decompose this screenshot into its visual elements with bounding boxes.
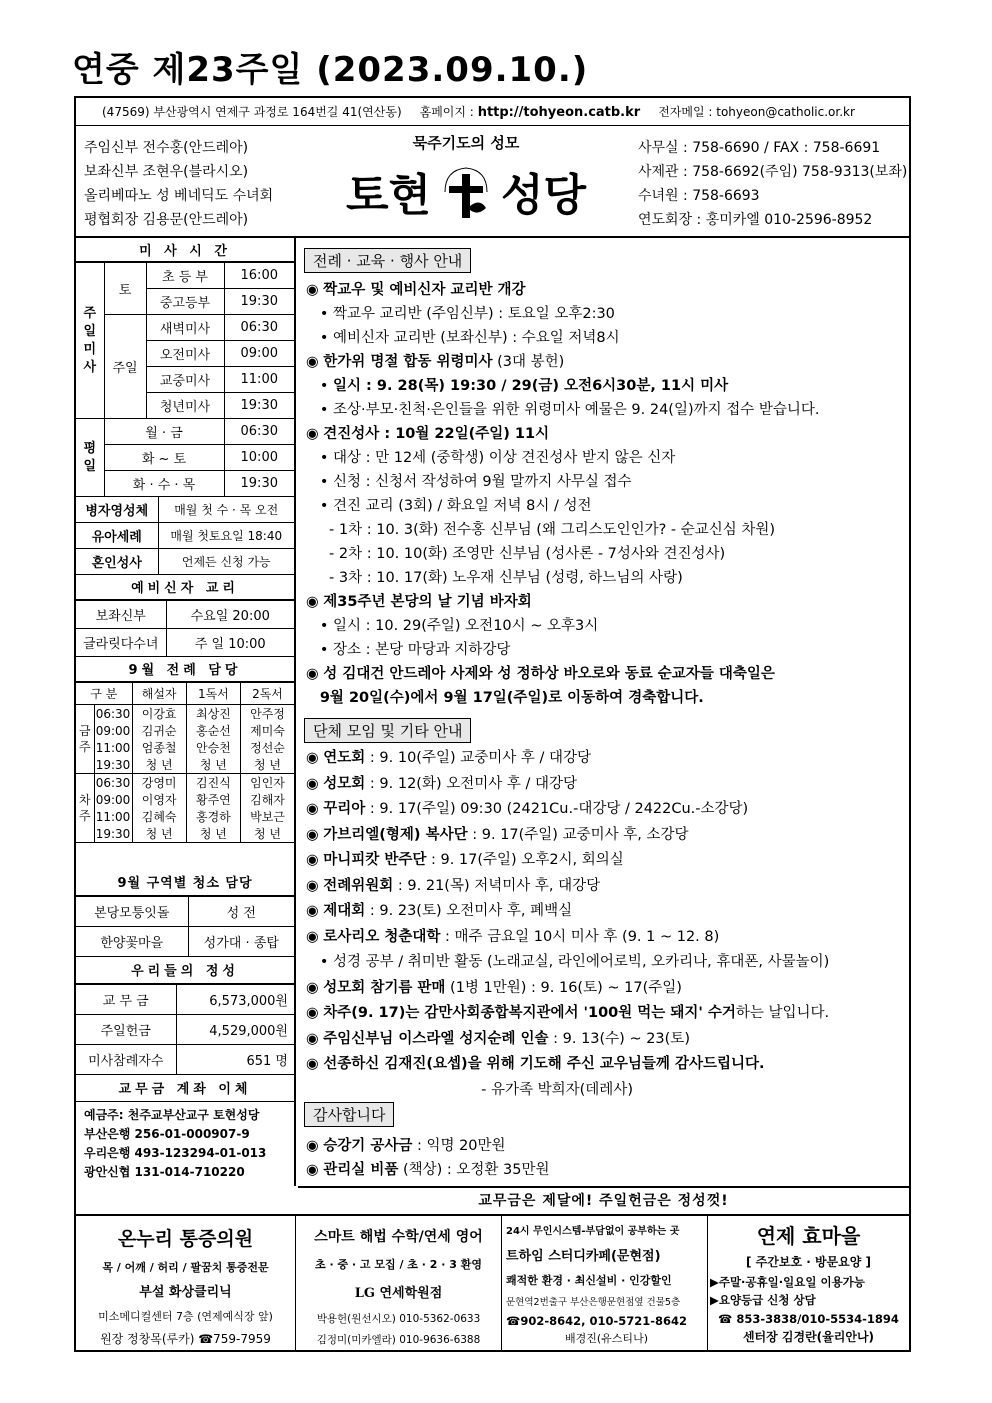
liturgy-reader1: 김진식: [186, 774, 240, 792]
notice-line: [306, 638, 510, 659]
contact-yeondo: 연도회장 : 홍미카엘 010-2596-8952: [638, 212, 873, 228]
notice-text: 2차 : 10. 10(화) 조영만 신부님 (성사론 - 7성사와 견진성사): [338, 546, 726, 562]
notice-text: 짝교우 교리반 (주임신부) : 토요일 오후2:30: [333, 306, 615, 322]
notice-line: [306, 848, 624, 869]
notice-line: [306, 374, 728, 395]
liturgy-reader1: 안승천: [186, 739, 240, 756]
notice-text: : 9. 21(목) 저녁미사 후, 대강당: [393, 877, 601, 894]
saturday-label: 토: [104, 263, 146, 315]
notice-text: : 9. 17(주일) 오후2시, 회의실: [426, 852, 624, 868]
notice-text: - 유가족 박희자(데레사): [481, 1081, 633, 1098]
church-header: [76, 126, 909, 238]
liturgy-header: 해설자: [132, 683, 186, 705]
sacrament-info: 매월 첫 수 · 목 오전: [158, 497, 294, 523]
notice-heading: 로사리오 청춘대학: [323, 928, 441, 945]
notice-line: [306, 302, 615, 323]
liturgy-time: 06:30: [95, 706, 131, 721]
liturgy-commentator: 청 년: [132, 756, 186, 774]
ad-clinic-name: 온누리 통증의원: [117, 1228, 254, 1250]
mass-name: 초 등 부: [146, 263, 224, 289]
bullet: ◉: [306, 852, 324, 868]
page-title: 연중 제23주일 (2023.09.10.): [72, 50, 589, 90]
section-liturgy-title: 전례 · 교육 · 행사 안내: [304, 248, 471, 273]
bullet: -: [306, 546, 339, 562]
ad-carecenter-line: ▶주말·공휴일·일요일 이용가능: [710, 1275, 865, 1289]
bullet: •: [306, 378, 333, 394]
ad-clinic-line: 원장 정창목(루카) ☎759-7959: [100, 1332, 271, 1346]
sacrament-name: 혼인성사: [76, 549, 158, 575]
section-groups-title: 단체 모임 및 기타 안내: [304, 718, 471, 743]
account-woori: 우리은행 493-123294-01-013: [84, 1146, 267, 1160]
church-logo-block: [316, 132, 616, 232]
liturgy-reader2: 박보근: [241, 808, 295, 825]
notice-text: : 9. 12(화) 오전미사 후 / 대강당: [365, 775, 577, 792]
mass-time: 06:30: [224, 315, 294, 341]
notice-text: (3대 봉헌): [492, 354, 565, 370]
sacrament-info: 언제든 신청 가능: [158, 549, 294, 575]
contact-convent: 수녀원 : 758-6693: [638, 188, 760, 204]
bullet: ◉: [306, 826, 324, 843]
bullet: ◉: [306, 1056, 324, 1072]
offering-title: 우리들의 정성: [76, 956, 294, 984]
notice-line: [306, 350, 564, 371]
church-subtitle: 묵주기도의 성모: [412, 134, 520, 152]
notice-line: [306, 494, 592, 515]
notice-heading: 전례위원회: [323, 877, 394, 894]
bullet: -: [306, 522, 339, 538]
notice-heading: 성모회: [323, 775, 366, 792]
bullet: ◉: [306, 666, 324, 682]
ad-studycafe-line: 문현역2번출구 부산은행문현점옆 건물5층: [506, 1297, 681, 1308]
notice-line: [306, 797, 748, 818]
email-label: 전자메일 :: [658, 105, 713, 119]
bullet: ◉: [306, 426, 324, 442]
notice-heading: 성 김대건 안드레아 사제와 성 정하상 바오로와 동료 순교자들 대축일은: [323, 666, 775, 682]
staff-president: 평협회장 김용문(안드레아): [84, 212, 249, 228]
notice-heading: 성모회 참기름 판매: [323, 979, 446, 996]
notice-heading: 일시 : 9. 28(목) 19:30 / 29(금) 오전6시30분, 11시 미사: [333, 378, 729, 394]
liturgy-time: 06:30: [95, 775, 131, 790]
liturgy-table: [76, 682, 294, 843]
section-thanks-title: 감사합니다: [304, 1102, 394, 1127]
bullet: •: [306, 954, 333, 970]
mass-time: 11:00: [224, 367, 294, 393]
liturgy-time: 11:00: [95, 809, 131, 824]
notice-text: 일시 : 10. 29(주일) 오전10시 ~ 오후3시: [333, 618, 599, 634]
notice-line: [306, 1027, 690, 1048]
offering-label: 주일헌금: [76, 1015, 176, 1045]
ads-row: [76, 1214, 909, 1350]
liturgy-commentator: 김귀순: [132, 722, 186, 739]
liturgy-time: 11:00: [95, 740, 131, 755]
notice-line: [306, 976, 682, 997]
bullet: ◉: [306, 928, 324, 945]
account-holder: 예금주: 천주교부산교구 토현성당: [84, 1108, 260, 1122]
mass-name: 청년미사: [146, 393, 224, 419]
liturgy-reader2: 청 년: [241, 756, 295, 774]
liturgy-commentator: 청 년: [132, 825, 186, 843]
bullet: ◉: [306, 775, 324, 792]
liturgy-this-week-label: 금주: [76, 705, 94, 774]
ad-carecenter-line: ▶요양등급 신청 상담: [710, 1293, 816, 1307]
mass-name: 오전미사: [146, 341, 224, 367]
contact-office: 사무실 : 758-6690 / FAX : 758-6691: [638, 140, 881, 156]
liturgy-header: 구 분: [76, 683, 132, 705]
notice-heading: 연도회: [323, 750, 366, 766]
notice-heading: 짝교우 및 예비신자 교리반 개강: [323, 282, 526, 298]
liturgy-header: 1독서: [186, 683, 240, 705]
liturgy-reader2: 정선순: [241, 739, 295, 756]
weekday-label: 평일: [76, 419, 104, 497]
liturgy-time: 19:30: [95, 826, 131, 841]
notice-text: 조상·부모·친척·은인들을 위한 위령미사 예물은 9. 24(일)까지 접수 받습니다.: [333, 402, 820, 418]
notice-text: : 9. 23(토) 오전미사 후, 폐백실: [365, 903, 573, 919]
contact-rectory: 사제관 : 758-6692(주임) 758-9313(보좌): [638, 164, 908, 180]
address: (47569) 부산광역시 연제구 과정로 164번길 41(연산동): [102, 105, 402, 119]
weekday-name: 월 · 금: [104, 419, 224, 445]
bullet: ◉: [306, 750, 324, 766]
liturgy-reader2: 청 년: [241, 825, 295, 843]
mass-time: 19:30: [224, 393, 294, 419]
church-name-right: 성당: [501, 170, 587, 221]
ad-clinic-line: 부설 화상클리닉: [139, 1285, 232, 1300]
liturgy-reader2: 안주정: [241, 705, 295, 723]
cleaning-area: 본당모퉁잇돌: [76, 897, 188, 927]
ad-academy: [296, 1216, 502, 1352]
notice-text: : 9. 13(수) ~ 23(토): [548, 1030, 690, 1047]
notice-text: 예비신자 교리반 (보좌신부) : 수요일 저녁8시: [333, 330, 620, 346]
notice-text: 3차 : 10. 17(화) 노우재 신부님 (성령, 하느님의 사랑): [338, 570, 683, 586]
ad-studycafe: [502, 1216, 708, 1352]
account-title: 교무금 계좌 이체: [76, 1074, 294, 1102]
sacraments-table: [76, 496, 294, 575]
ad-academy-line: LG 연세학원점: [354, 1286, 443, 1301]
notice-line: [306, 590, 532, 611]
weekday-time: 10:00: [224, 445, 294, 471]
bullet: -: [306, 570, 339, 586]
homepage-label: 홈페이지 :: [419, 105, 474, 119]
notice-line: [306, 1134, 506, 1155]
bullet: ◉: [306, 877, 324, 894]
notice-line: [306, 326, 620, 347]
notice-line: [306, 772, 577, 793]
sacrament-info: 매월 첫토요일 18:40: [158, 523, 294, 549]
liturgy-time: 09:00: [95, 723, 131, 738]
notice-text: 장소 : 본당 마당과 지하강당: [333, 642, 511, 658]
mass-name: 새벽미사: [146, 315, 224, 341]
ad-studycafe-line: 배경진(유스티나): [565, 1332, 648, 1345]
account-shinhyup: 광안신협 131-014-710220: [84, 1165, 245, 1179]
bulletin-frame: [74, 96, 911, 1352]
notice-text: 하는 날입니다.: [735, 1005, 830, 1021]
mass-times-table: [76, 262, 294, 497]
notice-text: : 매주 금요일 10시 미사 후 (9. 1 ~ 12. 8): [440, 928, 720, 945]
notice-line: [306, 662, 775, 683]
ad-academy-line: 김정미(미카엘라) 010-9636-6388: [316, 1334, 481, 1346]
liturgy-commentator: 강영미: [132, 774, 186, 792]
ad-clinic-line: 미소메디컬센터 7층 (연제예식장 앞): [98, 1310, 273, 1323]
church-name-left: 토현: [345, 170, 431, 221]
liturgy-reader2: 제미숙: [241, 722, 295, 739]
cleaning-table: [76, 896, 294, 957]
offering-banner: 교무금은 제달에! 주일헌금은 정성껏!: [298, 1186, 909, 1214]
mass-time: 09:00: [224, 341, 294, 367]
weekday-time: 19:30: [224, 471, 294, 497]
notice-line: [306, 398, 820, 419]
main-content: [298, 238, 909, 1186]
ad-carecenter: [708, 1216, 909, 1352]
cleaning-place: 성가대 · 종탑: [188, 927, 294, 957]
mass-time: 19:30: [224, 289, 294, 315]
notice-line: [306, 1001, 829, 1022]
liturgy-reader1: 청 년: [186, 756, 240, 774]
address-bar: [76, 98, 909, 126]
liturgy-reader2: 임인자: [241, 774, 295, 792]
notice-text: : 익명 20만원: [412, 1138, 506, 1154]
liturgy-commentator: 엄종철: [132, 739, 186, 756]
liturgy-commentator: 김혜숙: [132, 808, 186, 825]
notice-line: [306, 746, 591, 767]
liturgy-reader1: 최상진: [186, 705, 240, 723]
notice-line: [306, 1158, 550, 1179]
ad-studycafe-name: 트하임 스터디카페(문현점): [506, 1249, 661, 1264]
bullet: ◉: [306, 594, 324, 610]
notice-line: [306, 899, 572, 920]
offering-amount: 651 명: [176, 1045, 294, 1075]
account-list: [84, 1106, 266, 1182]
staff-sisters: 올리베따노 성 베네딕도 수녀회: [84, 188, 274, 204]
liturgy-reader1: 홍순선: [186, 722, 240, 739]
notice-heading: 차주(9. 17)는 감만사회종합복지관에서 '100원 먹는 돼지' 수거: [323, 1005, 736, 1021]
notice-heading: 가브리엘(형제) 복사단: [323, 826, 468, 843]
liturgy-title: 9월 전례 담당: [76, 656, 294, 682]
notice-line: [306, 518, 775, 539]
notice-line: [306, 874, 600, 895]
bullet: •: [306, 402, 333, 418]
sacrament-name: 병자영성체: [76, 497, 158, 523]
notice-line: [306, 446, 675, 467]
notice-heading: 9월 20일(수)에서 9월 17일(주일)로 이동하여 경축합니다.: [319, 690, 704, 706]
church-logo: [316, 159, 616, 223]
notice-heading: 견진성사 : 10월 22일(주일) 11시: [323, 426, 550, 442]
liturgy-reader1: 청 년: [186, 825, 240, 843]
notice-line: [306, 686, 704, 707]
sacrament-name: 유아세례: [76, 523, 158, 549]
ad-carecenter-line: 센터장 김경란(율리안나): [742, 1330, 875, 1344]
notice-line: [306, 925, 719, 946]
notice-text: 견진 교리 (3회) / 화요일 저녁 8시 / 성전: [333, 498, 592, 514]
notice-text: (책상) : 오정환 35만원: [398, 1162, 550, 1178]
bullet: ◉: [306, 1030, 324, 1047]
cross-icon: [439, 162, 493, 220]
bullet: •: [306, 642, 333, 658]
notice-line: [306, 823, 688, 844]
notice-heading: 한가위 명절 합동 위령미사: [323, 354, 493, 370]
notice-text: : 9. 17(주일) 09:30 (2421Cu.-대강당 / 2422Cu.-소강당): [365, 801, 749, 817]
notice-text: 1차 : 10. 3(화) 전수홍 신부님 (왜 그리스도인인가? - 순교신심 차원): [338, 522, 776, 538]
notice-text: 성경 공부 / 취미반 활동 (노래교실, 라인에어로빅, 오카리나, 휴대폰, 사물놀이): [333, 954, 830, 970]
notice-text: 대상 : 만 12세 (중학생) 이상 견진성사 받지 않은 신자: [333, 450, 676, 466]
notice-line: [306, 278, 526, 299]
ad-studycafe-line: ☎902-8642, 010-5721-8642: [506, 1314, 688, 1328]
bullet: ◉: [306, 903, 324, 919]
offering-label: 교 무 금: [76, 985, 176, 1015]
bullet: [306, 690, 320, 706]
ad-studycafe-line: 24시 무인시스템-부담없이 공부하는 곳: [506, 1226, 680, 1237]
notice-text: 신청 : 신청서 작성하여 9월 말까지 사무실 접수: [333, 474, 632, 490]
liturgy-header: 2독서: [241, 683, 295, 705]
notice-heading: 승강기 공사금: [323, 1138, 413, 1154]
cleaning-place: 성 전: [188, 897, 294, 927]
bullet: ◉: [306, 979, 324, 996]
staff-assistant: 보좌신부 조현우(블라시오): [84, 164, 249, 180]
notice-line: [306, 950, 829, 971]
notice-text: : 9. 17(주일) 교중미사 후, 소강당: [467, 826, 689, 843]
notice-line: [306, 1078, 633, 1099]
bullet: ◉: [306, 1005, 324, 1021]
sidebar: [76, 238, 296, 1186]
catechism-title: 예비신자 교리: [76, 574, 294, 600]
liturgy-commentator: 이강효: [132, 705, 186, 723]
email-link[interactable]: tohyeon@catholic.or.kr: [716, 105, 855, 119]
offering-amount: 6,573,000원: [176, 985, 294, 1015]
ad-studycafe-line: 쾌적한 환경 · 최신설비 · 인강할인: [506, 1274, 672, 1287]
cleaning-area: 한양꽃마을: [76, 927, 188, 957]
notice-line: [306, 566, 683, 587]
sunday-mass-label: 주일미사: [76, 263, 104, 419]
bullet: ◉: [306, 801, 324, 817]
bullet: •: [306, 474, 333, 490]
staff-pastor: 주임신부 전수홍(안드레아): [84, 140, 249, 156]
notice-heading: 관리실 비품: [323, 1162, 399, 1178]
bullet: •: [306, 450, 333, 466]
catechism-time: 주 일 10:00: [166, 629, 294, 657]
offering-amount: 4,529,000원: [176, 1015, 294, 1045]
mass-time: 16:00: [224, 263, 294, 289]
bullet: ◉: [306, 282, 324, 298]
weekday-name: 화 · 수 · 목: [104, 471, 224, 497]
bullet: •: [306, 306, 333, 322]
liturgy-reader1: 홍경하: [186, 808, 240, 825]
mass-name: 교중미사: [146, 367, 224, 393]
bullet: •: [306, 498, 333, 514]
notice-line: [306, 470, 632, 491]
catechism-teacher: 글라릿다수녀: [76, 629, 166, 657]
notice-line: [306, 1052, 765, 1073]
bullet: ◉: [306, 1138, 324, 1154]
ad-carecenter-line: ☎ 853-3838/010-5534-1894: [718, 1312, 899, 1326]
notice-line: [306, 422, 549, 443]
offering-label: 미사참례자수: [76, 1045, 176, 1075]
weekday-name: 화 ~ 토: [104, 445, 224, 471]
liturgy-time: 19:30: [95, 757, 131, 772]
liturgy-reader1: 황주연: [186, 791, 240, 808]
ad-carecenter-name: 연제 효마을: [756, 1224, 861, 1248]
notice-heading: 선종하신 김재진(요셉)을 위해 기도해 주신 교우님들께 감사드립니다.: [323, 1056, 765, 1072]
catechism-table: [76, 600, 294, 657]
ad-clinic: [76, 1216, 296, 1352]
offering-table: [76, 984, 294, 1075]
account-busan: 부산은행 256-01-000907-9: [84, 1127, 250, 1141]
ad-clinic-line: 목 / 어깨 / 허리 / 팔꿈치 통증전문: [102, 1261, 269, 1274]
bullet: •: [306, 618, 333, 634]
liturgy-time: 09:00: [95, 792, 131, 807]
notice-text: : 9. 10(주일) 교중미사 후 / 대강당: [365, 750, 591, 766]
notice-heading: 마니피캇 반주단: [323, 852, 427, 868]
staff-list: [84, 136, 273, 232]
notice-line: [306, 542, 725, 563]
catechism-time: 수요일 20:00: [166, 601, 294, 629]
notice-text: (1병 1만원) : 9. 16(토) ~ 17(주일): [445, 979, 682, 996]
homepage-link[interactable]: http://tohyeon.catb.kr: [477, 105, 641, 120]
mass-times-title: 미 사 시 간: [76, 238, 294, 262]
bullet: •: [306, 330, 333, 346]
notice-heading: 꾸리아: [323, 801, 366, 817]
bullet: [306, 1082, 481, 1098]
notice-line: [306, 614, 598, 635]
catechism-teacher: 보좌신부: [76, 601, 166, 629]
liturgy-next-week-label: 차주: [76, 774, 94, 843]
liturgy-reader2: 김해자: [241, 791, 295, 808]
liturgy-commentator: 이영자: [132, 791, 186, 808]
cleaning-title: 9월 구역별 청소 담당: [76, 868, 294, 896]
bullet: ◉: [306, 354, 324, 370]
sunday-label: 주일: [104, 315, 146, 419]
notice-heading: 주임신부님 이스라엘 성지순례 인솔: [323, 1030, 549, 1047]
bullet: ◉: [306, 1162, 324, 1178]
notice-heading: 제35주년 본당의 날 기념 바자회: [323, 594, 532, 610]
weekday-time: 06:30: [224, 419, 294, 445]
contact-list: [638, 136, 907, 232]
notice-heading: 제대회: [323, 903, 366, 919]
ad-carecenter-line: [ 주간보호 · 방문요양 ]: [746, 1255, 871, 1269]
mass-name: 중고등부: [146, 289, 224, 315]
ad-academy-name: 스마트 해법 수학/연세 영어: [314, 1229, 483, 1245]
ad-academy-line: 박용헌(원선시오) 010-5362-0633: [316, 1313, 481, 1325]
ad-academy-line: 초 · 중 · 고 모집 / 초 · 2 · 3 환영: [314, 1258, 482, 1271]
